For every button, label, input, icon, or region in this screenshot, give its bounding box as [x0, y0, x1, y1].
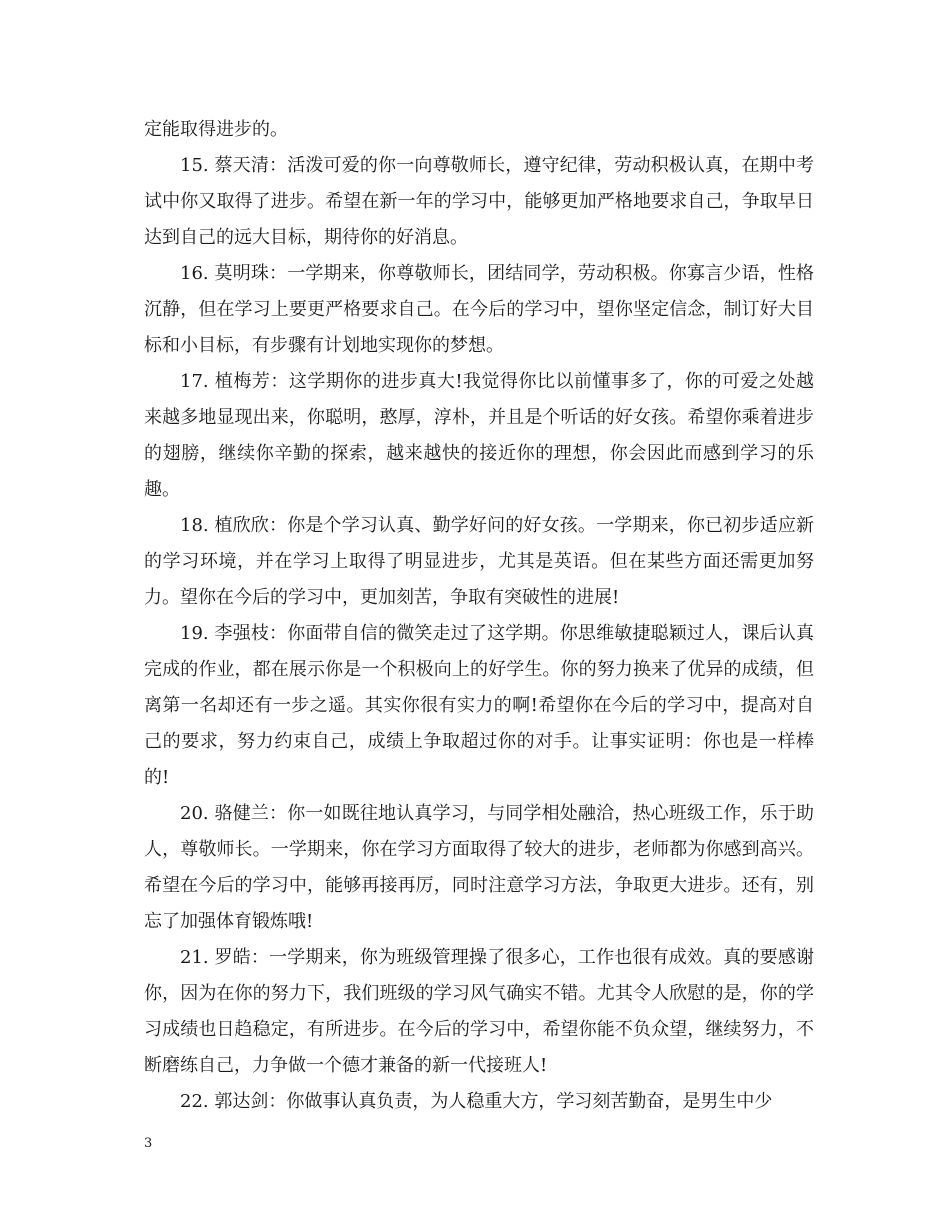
- comment-paragraph-21: 21. 罗皓：一学期来，你为班级管理操了很多心，工作也很有成效。真的要感谢你，因为在你的努力下，我们班级的学习风气确实不错。尤其令人欣慰的是，你的学习成绩也日趋稳定，有所进步。在今后的学习中，希望你能不负众望，继续努力，不断磨练自己，力争做一个德才兼备的新一代接班人!: [144, 947, 814, 1076]
- page-number: 3: [144, 1136, 153, 1151]
- comment-paragraph-15: 15. 蔡天清：活泼可爱的你一向尊敬师长，遵守纪律，劳动积极认真，在期中考试中你又取得了进步。希望在新一年的学习中，能够更加严格地要求自己，争取早日达到自己的远大目标，期待你的好消息。: [144, 155, 814, 248]
- comment-paragraph-20: 20. 骆健兰：你一如既往地认真学习，与同学相处融洽，热心班级工作，乐于助人，尊敬师长。一学期来，你在学习方面取得了较大的进步，老师都为你感到高兴。希望在今后的学习中，能够再接再厉，同时注意学习方法，争取更大进步。还有，别忘了加强体育锻炼哦!: [144, 803, 814, 932]
- comment-paragraph-19: 19. 李强枝：你面带自信的微笑走过了这学期。你思维敏捷聪颖过人，课后认真完成的作业，都在展示你是一个积极向上的好学生。你的努力换来了优异的成绩，但离第一名却还有一步之遥。其实你很有实力的啊!希望你在今后的学习中，提高对自己的要求，努力约束自己，成绩上争取超过你的对手。让事实证明：你也是一样棒的!: [144, 623, 814, 788]
- paragraph-continuation: 定能取得进步的。: [144, 119, 288, 140]
- comment-paragraph-17: 17. 植梅芳：这学期你的进步真大!我觉得你比以前懂事多了，你的可爱之处越来越多地显现出来，你聪明，憨厚，淳朴，并且是个听话的好女孩。希望你乘着进步的翅膀，继续你辛勤的探索，越来越快的接近你的理想，你会因此而感到学习的乐趣。: [144, 371, 814, 500]
- comment-paragraph-22: 22. 郭达剑：你做事认真负责，为人稳重大方，学习刻苦勤奋，是男生中少: [180, 1091, 773, 1112]
- document-body: [144, 112, 814, 1120]
- comment-paragraph-16: 16. 莫明珠：一学期来，你尊敬师长，团结同学，劳动积极。你寡言少语，性格沉静，但在学习上要更严格要求自己。在今后的学习中，望你坚定信念，制订好大目标和小目标，有步骤有计划地实现你的梦想。: [144, 263, 814, 356]
- comment-paragraph-18: 18. 植欣欣：你是个学习认真、勤学好问的好女孩。一学期来，你已初步适应新的学习环境，并在学习上取得了明显进步，尤其是英语。但在某些方面还需更加努力。望你在今后的学习中，更加刻苦，争取有突破性的进展!: [144, 515, 814, 608]
